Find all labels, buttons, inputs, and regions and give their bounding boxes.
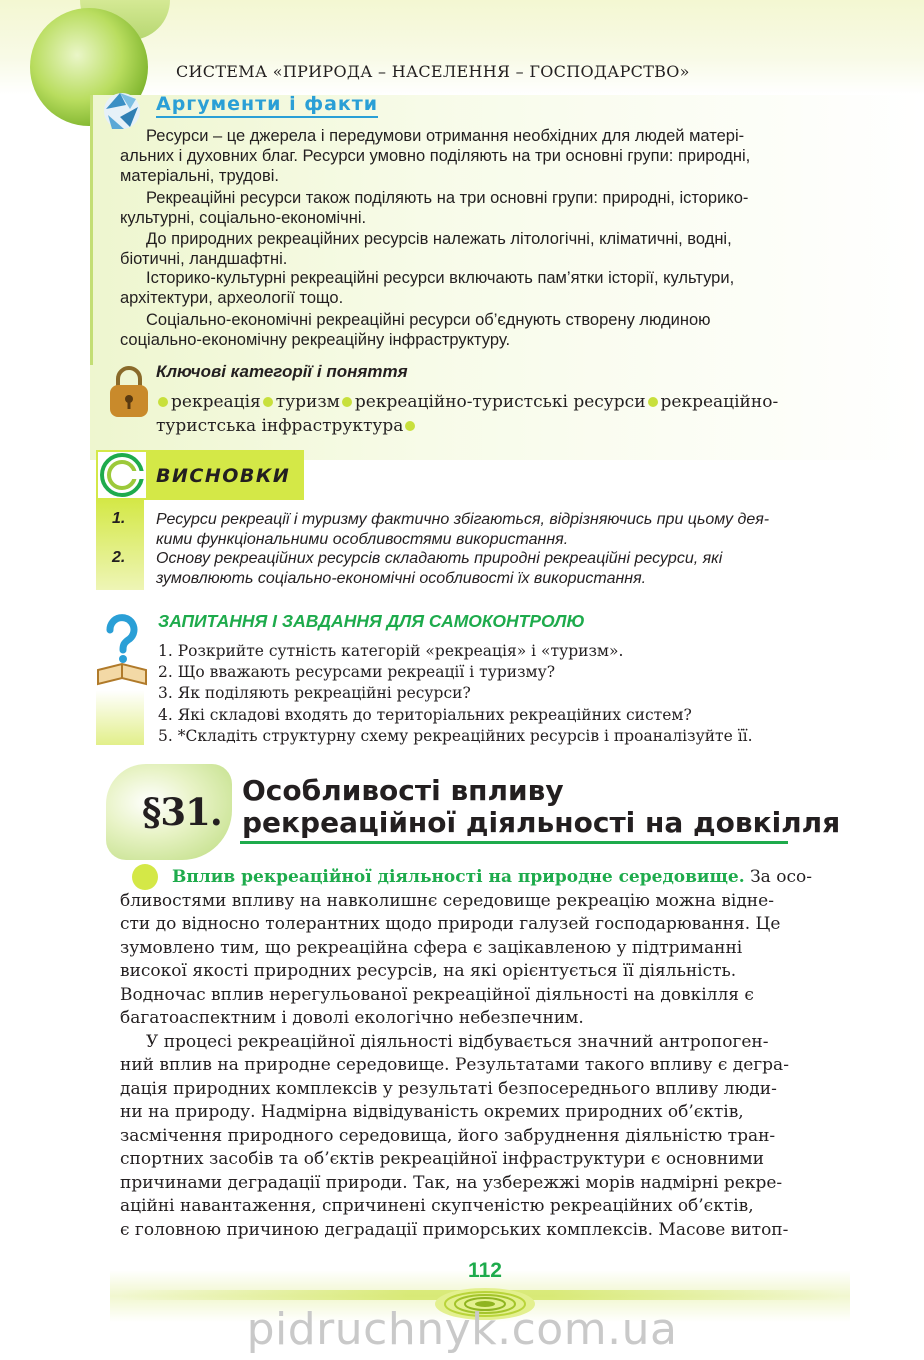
- lock-icon: [106, 363, 152, 419]
- question-item: 5. *Складіть структурну схему рекреаційних ресурсів і проаналізуйте її.: [158, 727, 753, 745]
- body-line: Вплив рекреаційної діяльності на природне середовище. За осо-: [172, 867, 812, 887]
- arguments-line: Історико-культурні рекреаційні ресурси включають пам’ятки історії, культури,: [146, 269, 735, 287]
- body-line: ни на природу. Надмірна відвідуваність окремих природних об’єктів,: [120, 1102, 744, 1122]
- body-line: Водночас вплив нерегульованої рекреаційної діяльності на довкілля є: [120, 985, 754, 1005]
- key-term: туризм: [275, 392, 340, 412]
- arguments-line: Рекреаційні ресурси також поділяють на три основні групи: природні, історико-: [146, 189, 749, 207]
- body-lead: Вплив рекреаційної діяльності на природне середовище.: [172, 867, 745, 887]
- watermark: pidruchnyk.com.ua: [246, 1304, 678, 1355]
- body-line: зумовлено тим, що рекреаційна сфера є зацікавленою у підтриманні: [120, 938, 743, 958]
- conclusion-line: зумовлюють соціально-економічні особливості їх використання.: [156, 570, 647, 587]
- bullet-dot: [158, 397, 168, 407]
- section-title: Особливості впливу: [242, 774, 564, 807]
- body-line: причинами деградації природи. Так, на узбережжі морів надмірні рекре-: [120, 1173, 783, 1193]
- question-item: 3. Як поділяють рекреаційні ресурси?: [158, 684, 471, 702]
- body-line: засмічення природного середовища, його забруднення діяльністю тран-: [120, 1126, 776, 1146]
- section-title: рекреаційної діяльності на довкілля: [242, 806, 841, 839]
- conclusion-line: Основу рекреаційних ресурсів складають природні рекреаційні ресурси, які: [156, 550, 723, 567]
- question-item: 2. Що вважають ресурсами рекреації і туризму?: [158, 663, 556, 681]
- arguments-line: соціально-економічну рекреаційну інфраструктуру.: [120, 331, 511, 349]
- conclusion-number: 2.: [112, 549, 126, 566]
- arguments-line: альних і духовних благ. Ресурси умовно поділяють на три основні групи: природні,: [120, 147, 751, 165]
- body-line: є головною причиною деградації приморських комплексів. Масове витоп-: [120, 1220, 789, 1240]
- key-term: рекреаційно-туристські ресурси: [354, 392, 646, 412]
- bullet-dot: [263, 397, 273, 407]
- key-term: рекреаційно-туристська інфраструктура: [156, 392, 779, 436]
- body-line: аційні навантаження, спричинені скупченістю рекреаційних об’єктів,: [120, 1196, 754, 1216]
- body-line: спортних засобів та об’єктів рекреаційної інфраструктури є основними: [120, 1149, 764, 1169]
- body-line: високої якості природних ресурсів, на які орієнтується її діяльність.: [120, 961, 737, 981]
- conclusion-line: кими функціональними особливостями використання.: [156, 531, 569, 548]
- conclusions-title: ВИСНОВКИ: [156, 465, 291, 487]
- key-term: рекреація: [171, 392, 261, 412]
- question-book-icon: [96, 612, 148, 688]
- arguments-line: Соціально-економічні рекреаційні ресурси об’єднують створену людиною: [146, 311, 711, 329]
- body-line: дація природних комплексів у результаті безпосереднього впливу люди-: [120, 1079, 777, 1099]
- section-number: §31.: [142, 790, 222, 834]
- body-line: бливостями впливу на навколишнє середовище рекреацію можна відне-: [120, 891, 774, 911]
- section-underline: [240, 841, 788, 844]
- bullet-dot: [405, 421, 415, 431]
- conclusion-line: Ресурси рекреації і туризму фактично збігаються, відрізняючись при цьому дея-: [156, 511, 770, 528]
- conclusion-number: 1.: [112, 510, 126, 527]
- arguments-title: Аргументи і факти: [156, 93, 378, 118]
- arguments-line: культурні, соціально-економічні.: [120, 209, 367, 227]
- arguments-line: Ресурси – це джерела і передумови отримання необхідних для людей матері-: [146, 127, 745, 145]
- arguments-line: архітектури, археології тощо.: [120, 289, 344, 307]
- key-concepts-title: Ключові категорії і поняття: [156, 362, 408, 381]
- question-item: 4. Які складові входять до територіальних рекреаційних систем?: [158, 706, 692, 724]
- arguments-line: матеріальні, трудові.: [120, 167, 279, 185]
- conclusions-icon: [98, 452, 146, 498]
- body-line: багатоаспектним і доволі екологічно небезпечним.: [120, 1008, 584, 1028]
- body-line: У процесі рекреаційної діяльності відбувається значний антропоген-: [146, 1032, 769, 1052]
- questions-bar: [96, 690, 144, 745]
- running-head: СИСТЕМА «ПРИРОДА – НАСЕЛЕННЯ – ГОСПОДАРСТВО»: [176, 62, 690, 81]
- questions-title: ЗАПИТАННЯ І ЗАВДАННЯ ДЛЯ САМОКОНТРОЛЮ: [158, 611, 585, 631]
- question-item: 1. Розкрийте сутність категорій «рекреація» і «туризм».: [158, 642, 624, 660]
- key-concepts-list: [156, 390, 846, 438]
- page-number: 112: [468, 1259, 502, 1282]
- bullet-dot: [648, 397, 658, 407]
- arguments-line: біотичні, ландшафтні.: [120, 250, 288, 268]
- bullet-dot: [342, 397, 352, 407]
- body-line: сти до відносно толерантних щодо природи галузей господарювання. Це: [120, 914, 781, 934]
- body-line: ний вплив на природне середовище. Результатами такого впливу є дегра-: [120, 1055, 789, 1075]
- arguments-border: [90, 95, 93, 365]
- arguments-line: До природних рекреаційних ресурсів належать літологічні, кліматичні, водні,: [146, 230, 732, 248]
